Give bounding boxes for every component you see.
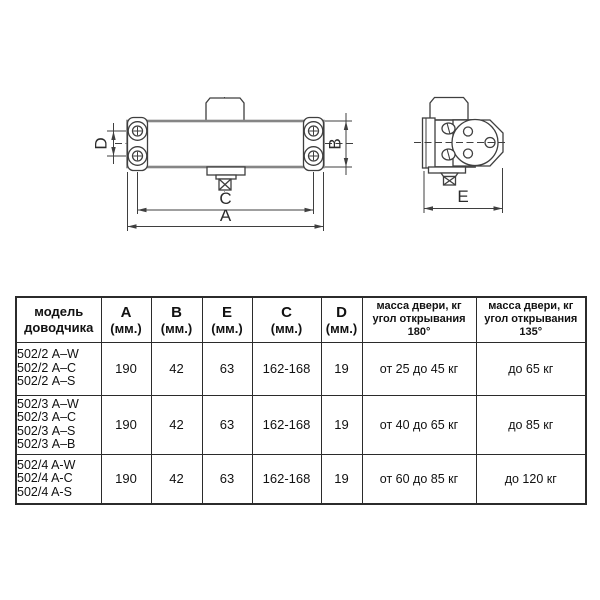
cell-c: 162-168 xyxy=(252,342,321,395)
slot-screw xyxy=(442,149,455,160)
bottom-plate xyxy=(207,167,245,175)
header-dim-e: Е (мм.) xyxy=(202,297,252,342)
header-dim-c: С (мм.) xyxy=(252,297,321,342)
header-mass-135: масса двери, кг угол открывания 135° xyxy=(476,297,586,342)
spec-table xyxy=(15,296,587,505)
screw-hole xyxy=(304,122,323,141)
cell-c: 162-168 xyxy=(252,454,321,504)
table-row xyxy=(16,395,586,454)
cell-e: 63 xyxy=(202,454,252,504)
cell-mass-180: от 40 до 65 кг xyxy=(362,395,476,454)
cell-d: 19 xyxy=(321,342,362,395)
cell-a: 190 xyxy=(101,454,151,504)
header-dim-b: В (мм.) xyxy=(151,297,202,342)
side-view-drawing xyxy=(414,98,508,214)
cell-b: 42 xyxy=(151,342,202,395)
closer-body xyxy=(128,121,324,167)
side-top-cap xyxy=(430,98,468,121)
header-model: модель доводчика xyxy=(16,297,101,342)
top-cap xyxy=(206,98,244,121)
header-mass-180: масса двери, кг угол открывания 180° xyxy=(362,297,476,342)
cell-a: 190 xyxy=(101,395,151,454)
cell-mass-135: до 65 кг xyxy=(476,342,586,395)
cell-b: 42 xyxy=(151,454,202,504)
cell-d: 19 xyxy=(321,454,362,504)
cell-d: 19 xyxy=(321,395,362,454)
cell-e: 63 xyxy=(202,342,252,395)
cell-b: 42 xyxy=(151,395,202,454)
cell-c: 162-168 xyxy=(252,395,321,454)
cell-models: 502/4 A-W 502/4 A-C 502/4 A-S xyxy=(16,454,101,504)
cell-e: 63 xyxy=(202,395,252,454)
cell-a: 190 xyxy=(101,342,151,395)
header-row xyxy=(16,297,586,342)
screw-hole xyxy=(304,147,323,166)
dim-label-a: A xyxy=(219,206,232,225)
cell-mass-135: до 85 кг xyxy=(476,395,586,454)
slot-screw xyxy=(442,123,455,134)
side-pinion-shaft xyxy=(444,177,456,186)
table-row xyxy=(16,454,586,504)
screw-hole xyxy=(128,147,147,166)
front-view-drawing xyxy=(91,97,353,231)
dim-label-d: D xyxy=(91,137,111,150)
dim-label-e: E xyxy=(457,187,469,206)
cell-models: 502/3 А–W 502/3 А–C 502/3 А–S 502/3 А–B xyxy=(16,395,101,454)
screw-hole xyxy=(128,122,147,141)
cell-models: 502/2 А–W 502/2 А–C 502/2 А–S xyxy=(16,342,101,395)
cell-mass-135: до 120 кг xyxy=(476,454,586,504)
cell-mass-180: от 25 до 45 кг xyxy=(362,342,476,395)
table-row xyxy=(16,342,586,395)
side-bottom-plate xyxy=(429,167,466,173)
header-dim-a: А (мм.) xyxy=(101,297,151,342)
dim-label-c: C xyxy=(219,189,232,208)
dim-label-b: B xyxy=(325,138,345,150)
technical-drawings xyxy=(0,0,600,290)
header-dim-d: D (мм.) xyxy=(321,297,362,342)
cell-mass-180: от 60 до 85 кг xyxy=(362,454,476,504)
